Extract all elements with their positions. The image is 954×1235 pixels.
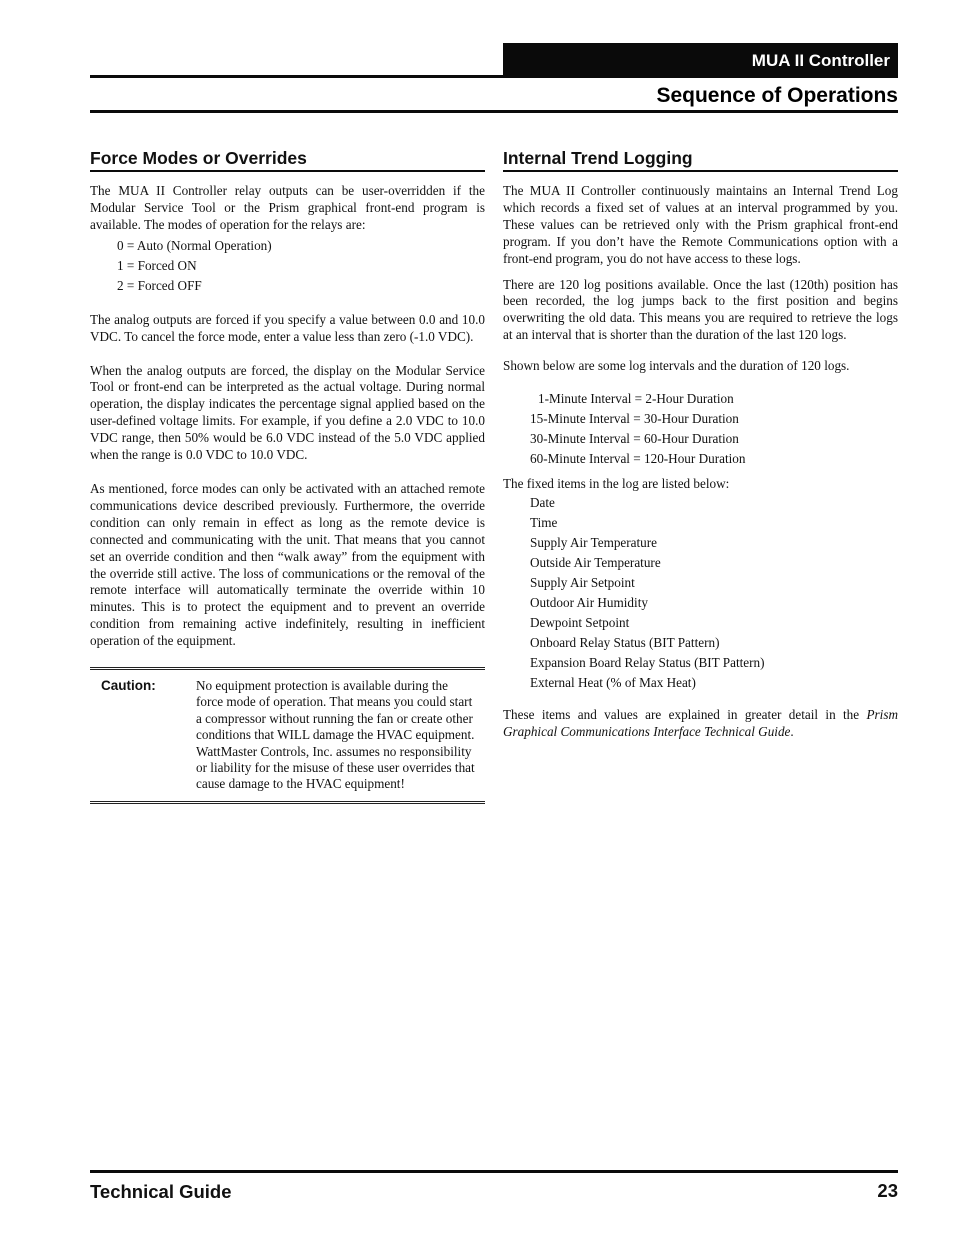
- paragraph-shown-below: Shown below are some log intervals and the duration of 120 logs.: [503, 358, 850, 374]
- list-item: Outdoor Air Humidity: [530, 594, 648, 610]
- caution-label: Caution:: [101, 678, 156, 694]
- header-product: MUA II Controller: [751, 50, 890, 70]
- paragraph-force-intro: The MUA II Controller relay outputs can be user-overridden if the Modular Service Tool or the Prism graphical front-end program is available. The modes of operation for the relays are:: [90, 183, 485, 232]
- list-item: Supply Air Temperature: [530, 534, 658, 550]
- guide-reference: Prism Graphical Communications Interface Technical Guide: [503, 706, 898, 739]
- list-item: 1 = Forced ON: [117, 257, 197, 273]
- list-item: External Heat (% of Max Heat): [530, 674, 696, 690]
- explained-end: .: [790, 723, 794, 739]
- list-item: 2 = Forced OFF: [117, 277, 202, 293]
- list-item: 30-Minute Interval = 60-Hour Duration: [530, 431, 739, 447]
- list-item: 60-Minute Interval = 120-Hour Duration: [530, 451, 746, 467]
- list-item: 1-Minute Interval = 2-Hour Duration: [538, 391, 734, 407]
- paragraph-log-positions: There are 120 log positions available. Once the last (120th) position has been recorded, the log jumps back to the first position and begins overwriting the old data. This means you are required to retrieve the logs at an interval that is shorter than the duration of the last 120 logs.: [503, 276, 898, 343]
- footer-title: Technical Guide: [90, 1181, 232, 1202]
- paragraph-trend-intro: The MUA II Controller continuously maintains an Internal Trend Log which records a fixed set of values at an interval programmed by you. These values can be retrieved only with the Prism graphical front-end program. If you don’t have the Remote Communications option with a front-end program, you do not have access to these logs.: [503, 183, 898, 266]
- left-column: [90, 148, 485, 804]
- header-product-banner: [503, 43, 898, 78]
- list-item: Onboard Relay Status (BIT Pattern): [530, 634, 720, 650]
- explained-text: These items and values are explained in greater detail in the: [503, 706, 867, 722]
- list-item: Supply Air Setpoint: [530, 574, 635, 590]
- header-rule-top: [90, 75, 898, 78]
- list-item: Date: [530, 494, 555, 510]
- force-mode-list: [90, 236, 485, 296]
- section-title-trend-logging: Internal Trend Logging: [503, 148, 898, 172]
- footer-rule: [90, 1170, 898, 1173]
- paragraph-fixed-items: The fixed items in the log are listed below:: [503, 476, 730, 492]
- list-item: Time: [530, 514, 558, 530]
- paragraph-explained: [503, 707, 898, 741]
- caution-box: [90, 667, 485, 804]
- header-rule-bottom: [90, 110, 898, 113]
- caution-text: No equipment protection is available during the force mode of operation. That means you could start a compressor without running the fan or create other conditions that WILL damage the HVAC equipment. WattMaster Controls, Inc. assumes no responsibility or liability for the misuse of these user overrides that cause damage to the HVAC equipment!: [196, 678, 475, 792]
- list-item: 0 = Auto (Normal Operation): [117, 237, 272, 253]
- paragraph-remote: As mentioned, force modes can only be activated with an attached remote communications device described previously. Furthermore, the override condition can only remain in effect as long as the remote device is connected and communicating with the unit. That means that you cannot set an override condition and then “walk away” from the equipment with the override still active. The loss of communications or the removal of the remote interface will automatically terminate the override within 10 minutes. This is to protect the equipment and to prevent an override condition from remaining active indefinitely, resulting in inefficient operation of the equipment.: [90, 480, 485, 649]
- log-item-list: [503, 493, 898, 693]
- list-item: 15-Minute Interval = 30-Hour Duration: [530, 411, 739, 427]
- list-item: Outside Air Temperature: [530, 554, 661, 570]
- list-item: Expansion Board Relay Status (BIT Pattern): [530, 654, 765, 670]
- right-column: [503, 148, 898, 741]
- interval-list: [503, 389, 898, 469]
- paragraph-display: When the analog outputs are forced, the display on the Modular Service Tool or front-end can be interpreted as the actual voltage. During normal operation, the display indicates the percentage signal applied based on the user-defined voltage limits. For example, if you define a 2.0 VDC to 10.0 VDC range, then 50% would be 6.0 VDC instead of the 5.0 VDC applied when the range is 0.0 VDC to 10.0 VDC.: [90, 362, 485, 463]
- section-title-force-modes: Force Modes or Overrides: [90, 148, 485, 172]
- list-item: Dewpoint Setpoint: [530, 614, 630, 630]
- page-number: 23: [877, 1180, 898, 1201]
- page-title: Sequence of Operations: [656, 84, 898, 107]
- paragraph-analog-outputs: The analog outputs are forced if you specify a value between 0.0 and 10.0 VDC. To cancel the force mode, enter a value less than zero (-1.0 VDC).: [90, 311, 485, 344]
